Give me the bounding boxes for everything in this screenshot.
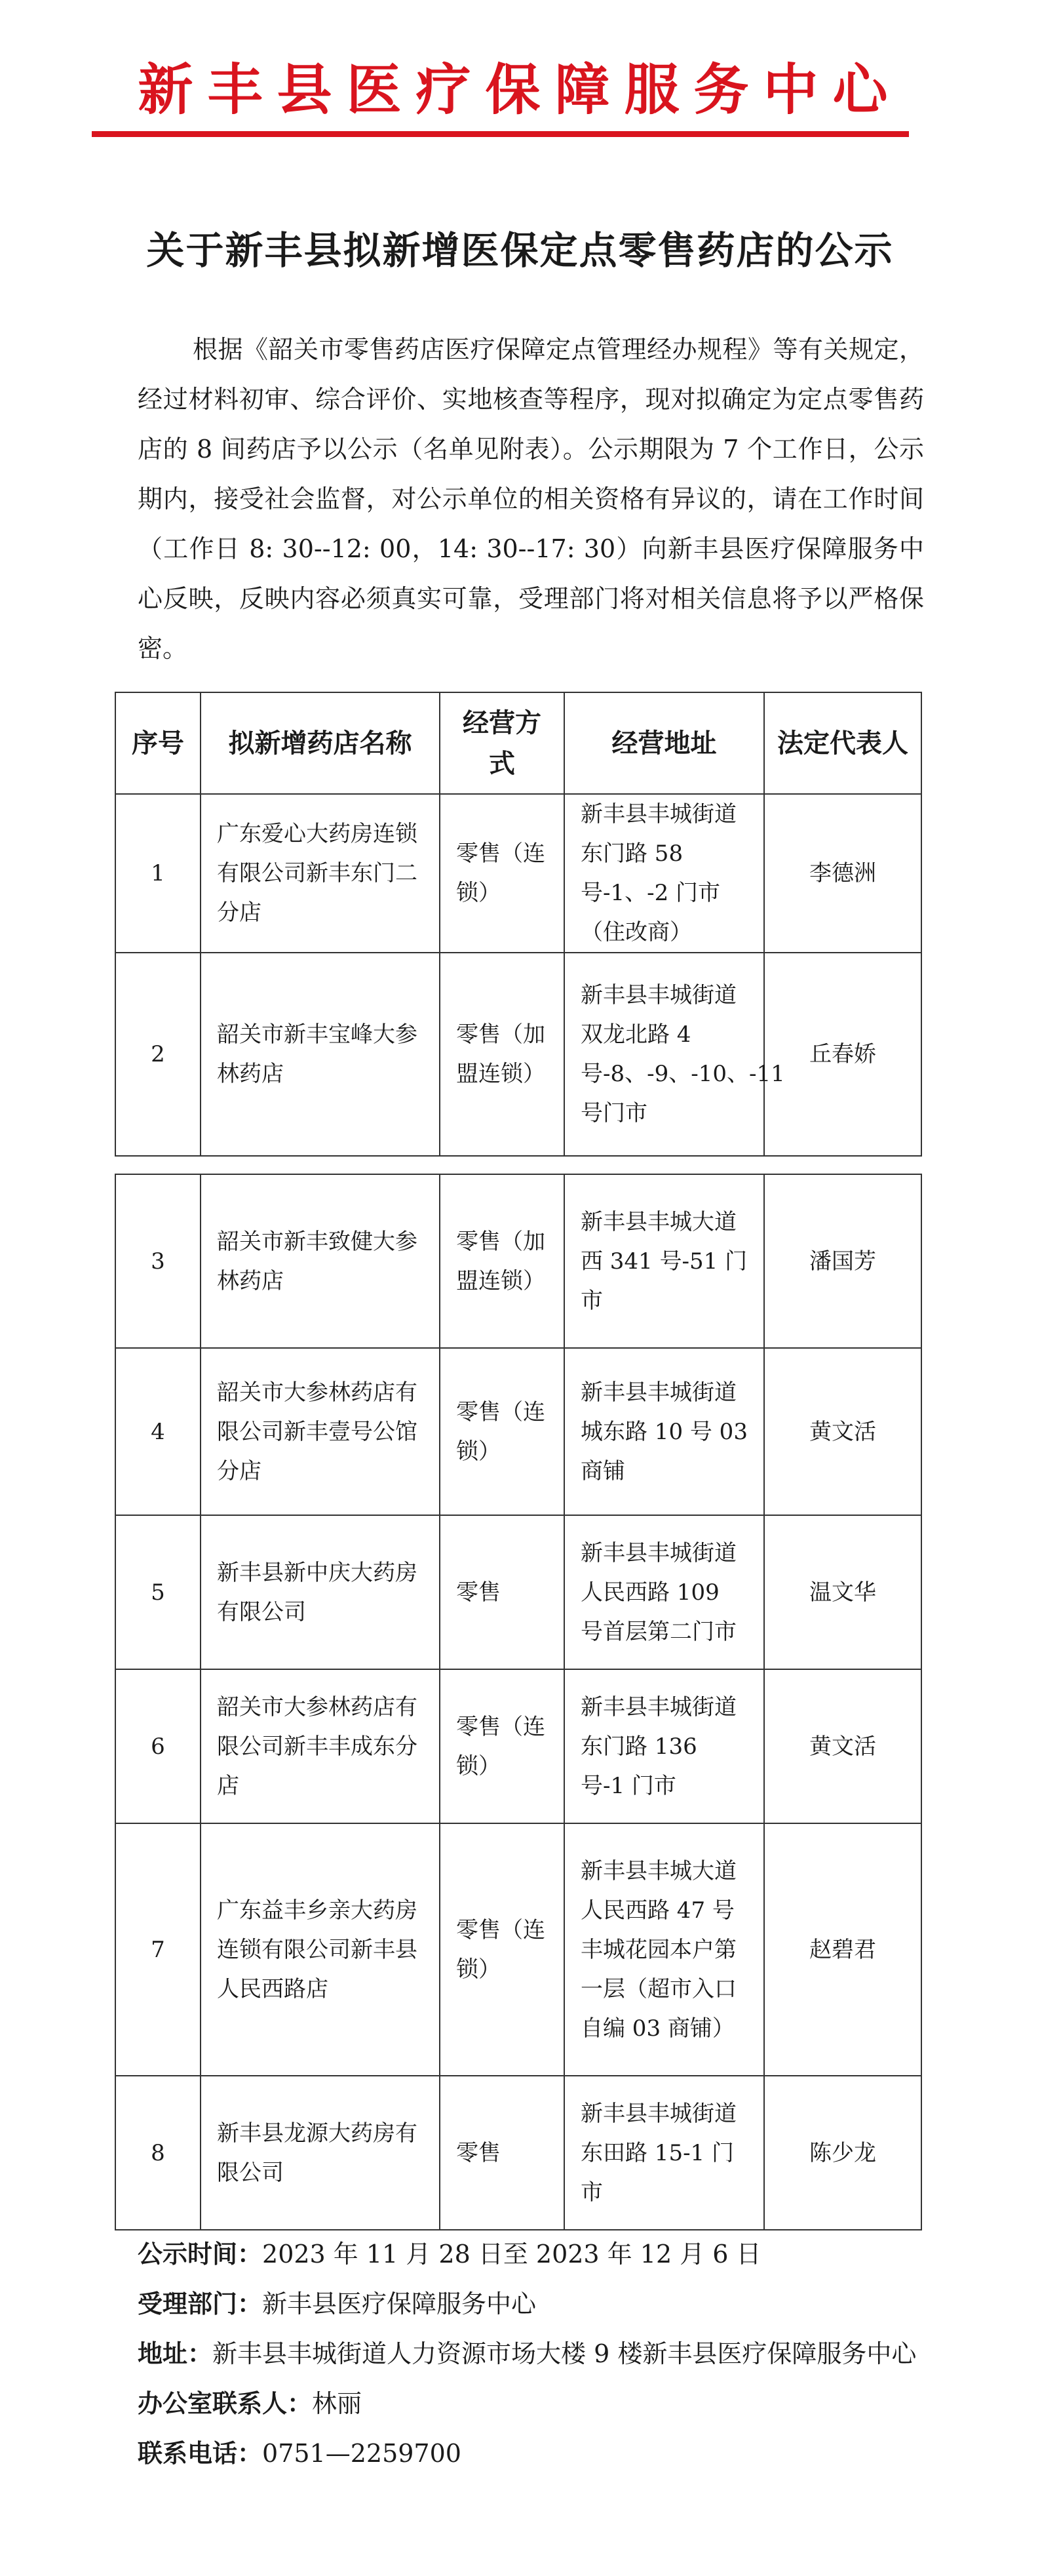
row-mode: 零售（加盟连锁）: [440, 1174, 564, 1348]
row-no: 3: [115, 1174, 201, 1348]
table-row: [115, 794, 921, 953]
footer-info: [138, 2229, 924, 2478]
table-row: [115, 2076, 921, 2230]
table-row: [115, 1823, 921, 2076]
period-value: 2023 年 11 月 28 日至 2023 年 12 月 6 日: [262, 2240, 761, 2269]
row-rep: 黄文活: [764, 1669, 921, 1823]
address-value: 新丰县丰城街道人力资源市场大楼 9 楼新丰县医疗保障服务中心: [212, 2339, 917, 2368]
row-rep: 黄文活: [764, 1348, 921, 1515]
document-title: 关于新丰县拟新增医保定点零售药店的公示: [146, 228, 894, 273]
row-mode: 零售（连锁）: [440, 1823, 564, 2076]
row-name: 新丰县龙源大药房有限公司: [201, 2076, 440, 2230]
row-name: 广东爱心大药房连锁有限公司新丰东门二分店: [201, 794, 440, 953]
header-addr: 经营地址: [564, 692, 764, 794]
row-addr: 新丰县丰城街道东门路 58 号-1、-2 门市（住改商）: [564, 794, 764, 953]
dept-line: [138, 2279, 924, 2329]
row-name: 广东益丰乡亲大药房连锁有限公司新丰县人民西路店: [201, 1823, 440, 2076]
row-no: 7: [115, 1823, 201, 2076]
phone-value: 0751—2259700: [262, 2439, 461, 2468]
header-rep: 法定代表人: [764, 692, 921, 794]
row-addr: 新丰县丰城街道东田路 15-1 门市: [564, 2076, 764, 2230]
row-no: 2: [115, 953, 201, 1156]
row-addr: 新丰县丰城大道人民西路 47 号丰城花园本户第一层（超市入口自编 03 商铺）: [564, 1823, 764, 2076]
org-name: 新丰县医疗保障服务中心: [138, 58, 902, 122]
row-rep: 潘国芳: [764, 1174, 921, 1348]
contact-value: 林丽: [312, 2389, 362, 2418]
row-addr: 新丰县丰城大道西 341 号-51 门市: [564, 1174, 764, 1348]
row-addr: 新丰县丰城街道东门路 136 号-1 门市: [564, 1669, 764, 1823]
contact-line: [138, 2379, 924, 2428]
table-row: [115, 1174, 921, 1348]
intro-section: [138, 325, 924, 673]
pharmacy-table-part-2: [115, 1174, 922, 2230]
row-mode: 零售（连锁）: [440, 1669, 564, 1823]
row-name: 韶关市新丰宝峰大参林药店: [201, 953, 440, 1156]
row-no: 4: [115, 1348, 201, 1515]
row-rep: 温文华: [764, 1515, 921, 1669]
table-header-row: [115, 692, 921, 794]
table-row: [115, 953, 921, 1156]
dept-label: 受理部门：: [138, 2289, 263, 2318]
row-no: 5: [115, 1515, 201, 1669]
row-addr: 新丰县丰城街道城东路 10 号 03 商铺: [564, 1348, 764, 1515]
period-line: [138, 2229, 924, 2279]
row-name: 韶关市新丰致健大参林药店: [201, 1174, 440, 1348]
header-mode: 经营方式: [440, 692, 564, 794]
row-mode: 零售（连锁）: [440, 794, 564, 953]
period-label: 公示时间：: [138, 2239, 263, 2269]
row-name: 新丰县新中庆大药房有限公司: [201, 1515, 440, 1669]
row-rep: 丘春娇: [764, 953, 921, 1156]
address-label: 地址：: [138, 2339, 213, 2368]
table-row: [115, 1515, 921, 1669]
contact-label: 办公室联系人：: [138, 2388, 313, 2418]
table-row: [115, 1348, 921, 1515]
row-no: 6: [115, 1669, 201, 1823]
row-mode: 零售（加盟连锁）: [440, 953, 564, 1156]
row-name: 韶关市大参林药店有限公司新丰丰成东分店: [201, 1669, 440, 1823]
phone-label: 联系电话：: [138, 2438, 263, 2468]
intro-paragraph: 根据《韶关市零售药店医疗保障定点管理经办规程》等有关规定，经过材料初审、综合评价、实地核查等程序，现对拟确定为定点零售药店的 8 间药店予以公示（名单见附表）。公示期限为 7 个工作日，公示期内，接受社会监督，对公示单位的相关资格有异议的，请在工作时间（工作日 8: 30--12: 00，14: 30--17: 30）向新丰县医疗保障服务中心反映，反映内容必须真实可靠，受理部门将对相关信息将予以严格保密。: [138, 335, 924, 663]
row-mode: 零售（连锁）: [440, 1348, 564, 1515]
table-row: [115, 1669, 921, 1823]
phone-line: [138, 2428, 924, 2478]
row-mode: 零售: [440, 2076, 564, 2230]
row-no: 1: [115, 794, 201, 953]
row-addr: 新丰县丰城街道人民西路 109 号首层第二门市: [564, 1515, 764, 1669]
row-no: 8: [115, 2076, 201, 2230]
address-line: [138, 2329, 924, 2379]
header-name: 拟新增药店名称: [201, 692, 440, 794]
pharmacy-table-part-1: [115, 692, 922, 1157]
row-name: 韶关市大参林药店有限公司新丰壹号公馆分店: [201, 1348, 440, 1515]
row-rep: 赵碧君: [764, 1823, 921, 2076]
dept-value: 新丰县医疗保障服务中心: [262, 2289, 537, 2318]
row-mode: 零售: [440, 1515, 564, 1669]
header-no: 序号: [115, 692, 201, 794]
document-header: [0, 46, 1040, 125]
red-divider: [92, 131, 909, 137]
row-addr: 新丰县丰城街道双龙北路 4 号-8、-9、-10、-11 号门市: [564, 953, 764, 1156]
row-rep: 李德洲: [764, 794, 921, 953]
row-rep: 陈少龙: [764, 2076, 921, 2230]
